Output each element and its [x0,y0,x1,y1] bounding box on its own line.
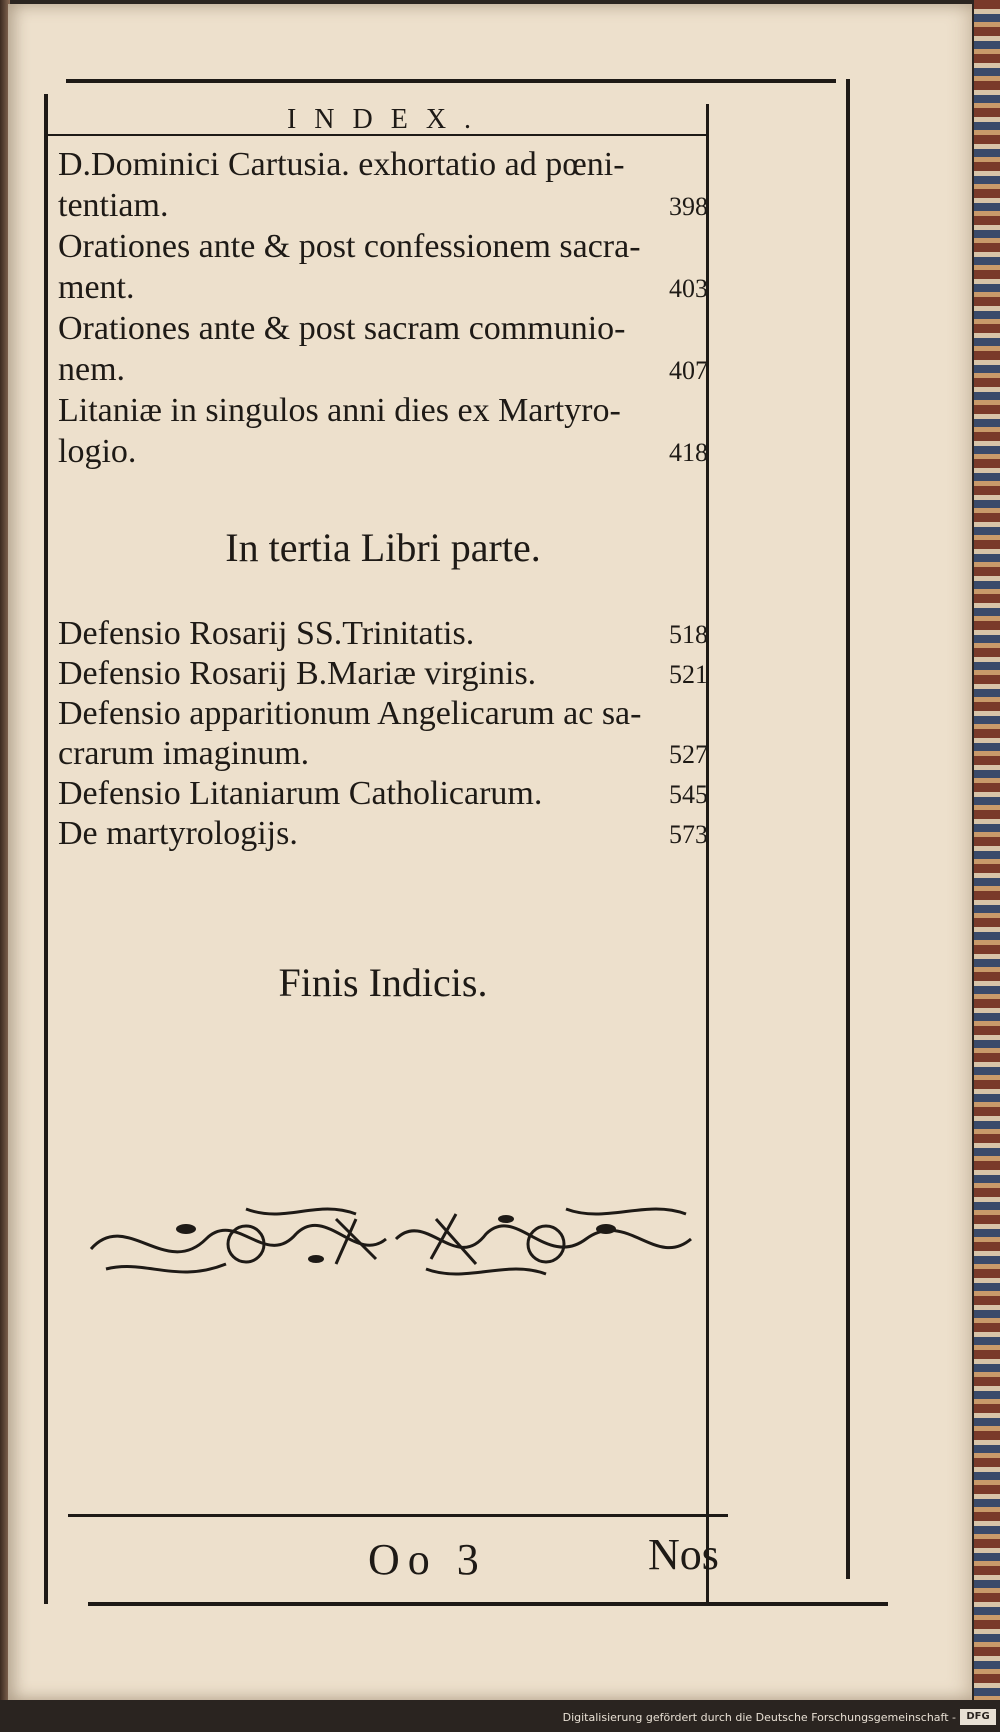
entry-page-number: 518 [669,620,708,649]
index-entry [58,774,708,814]
index-entry [58,694,708,774]
entry-title: De martyrologijs. [58,815,298,852]
entry-title: Orationes ante & post confessionem sacra- ment. [58,228,641,306]
index-entry [58,226,708,308]
entry-page-number: 521 [669,660,708,689]
entry-page-number: 545 [669,780,708,809]
index-entry [58,654,708,694]
signature-mark: Oo 3 [368,1535,487,1584]
index-entry [58,614,708,654]
book-page [8,4,972,1700]
frame-outer-right-rule [846,79,850,1579]
entry-page-number: 407 [669,356,708,385]
frame-footer-rule [68,1514,728,1517]
entry-title: Orationes ante & post sacram communio- nem. [58,310,626,388]
entry-title: Defensio Rosarij SS.Trinitatis. [58,615,475,652]
catchword: Nos [648,1530,719,1579]
finis-text: Finis Indicis. [278,960,488,1005]
digitization-credit: Digitalisierung gefördert durch die Deutsche Forschungsgemeinschaft - [562,1711,956,1724]
index-entry [58,814,708,854]
entry-title: Defensio Rosarij B.Mariæ virginis. [58,655,537,692]
entry-title: Defensio apparitionum Angelicarum ac sa- crarum imaginum. [58,695,642,772]
index-entry [58,144,708,226]
index-list-part3 [58,614,708,854]
entry-title: Defensio Litaniarum Catholicarum. [58,775,543,812]
entry-title: D.Dominici Cartusia. exhortatio ad pœni- tentiam. [58,146,625,224]
frame-top-rule [66,79,836,83]
marbled-page-edge [974,0,1000,1700]
frame-left-rule [44,94,48,1604]
entry-page-number: 573 [669,820,708,849]
index-entry [58,308,708,390]
page-header: INDEX. [286,104,490,135]
entry-page-number: 403 [669,274,708,303]
entry-page-number: 418 [669,438,708,467]
index-list-part2 [58,144,708,472]
decorative-ornament [86,1189,696,1289]
entry-page-number: 398 [669,192,708,221]
section-heading: In tertia Libri parte. [225,525,541,570]
dfg-logo: DFG [960,1709,996,1725]
entry-page-number: 527 [669,740,708,769]
frame-bottom-rule [88,1602,888,1606]
entry-title: Litaniæ in singulos anni dies ex Martyro- logio. [58,392,621,470]
index-entry [58,390,708,472]
